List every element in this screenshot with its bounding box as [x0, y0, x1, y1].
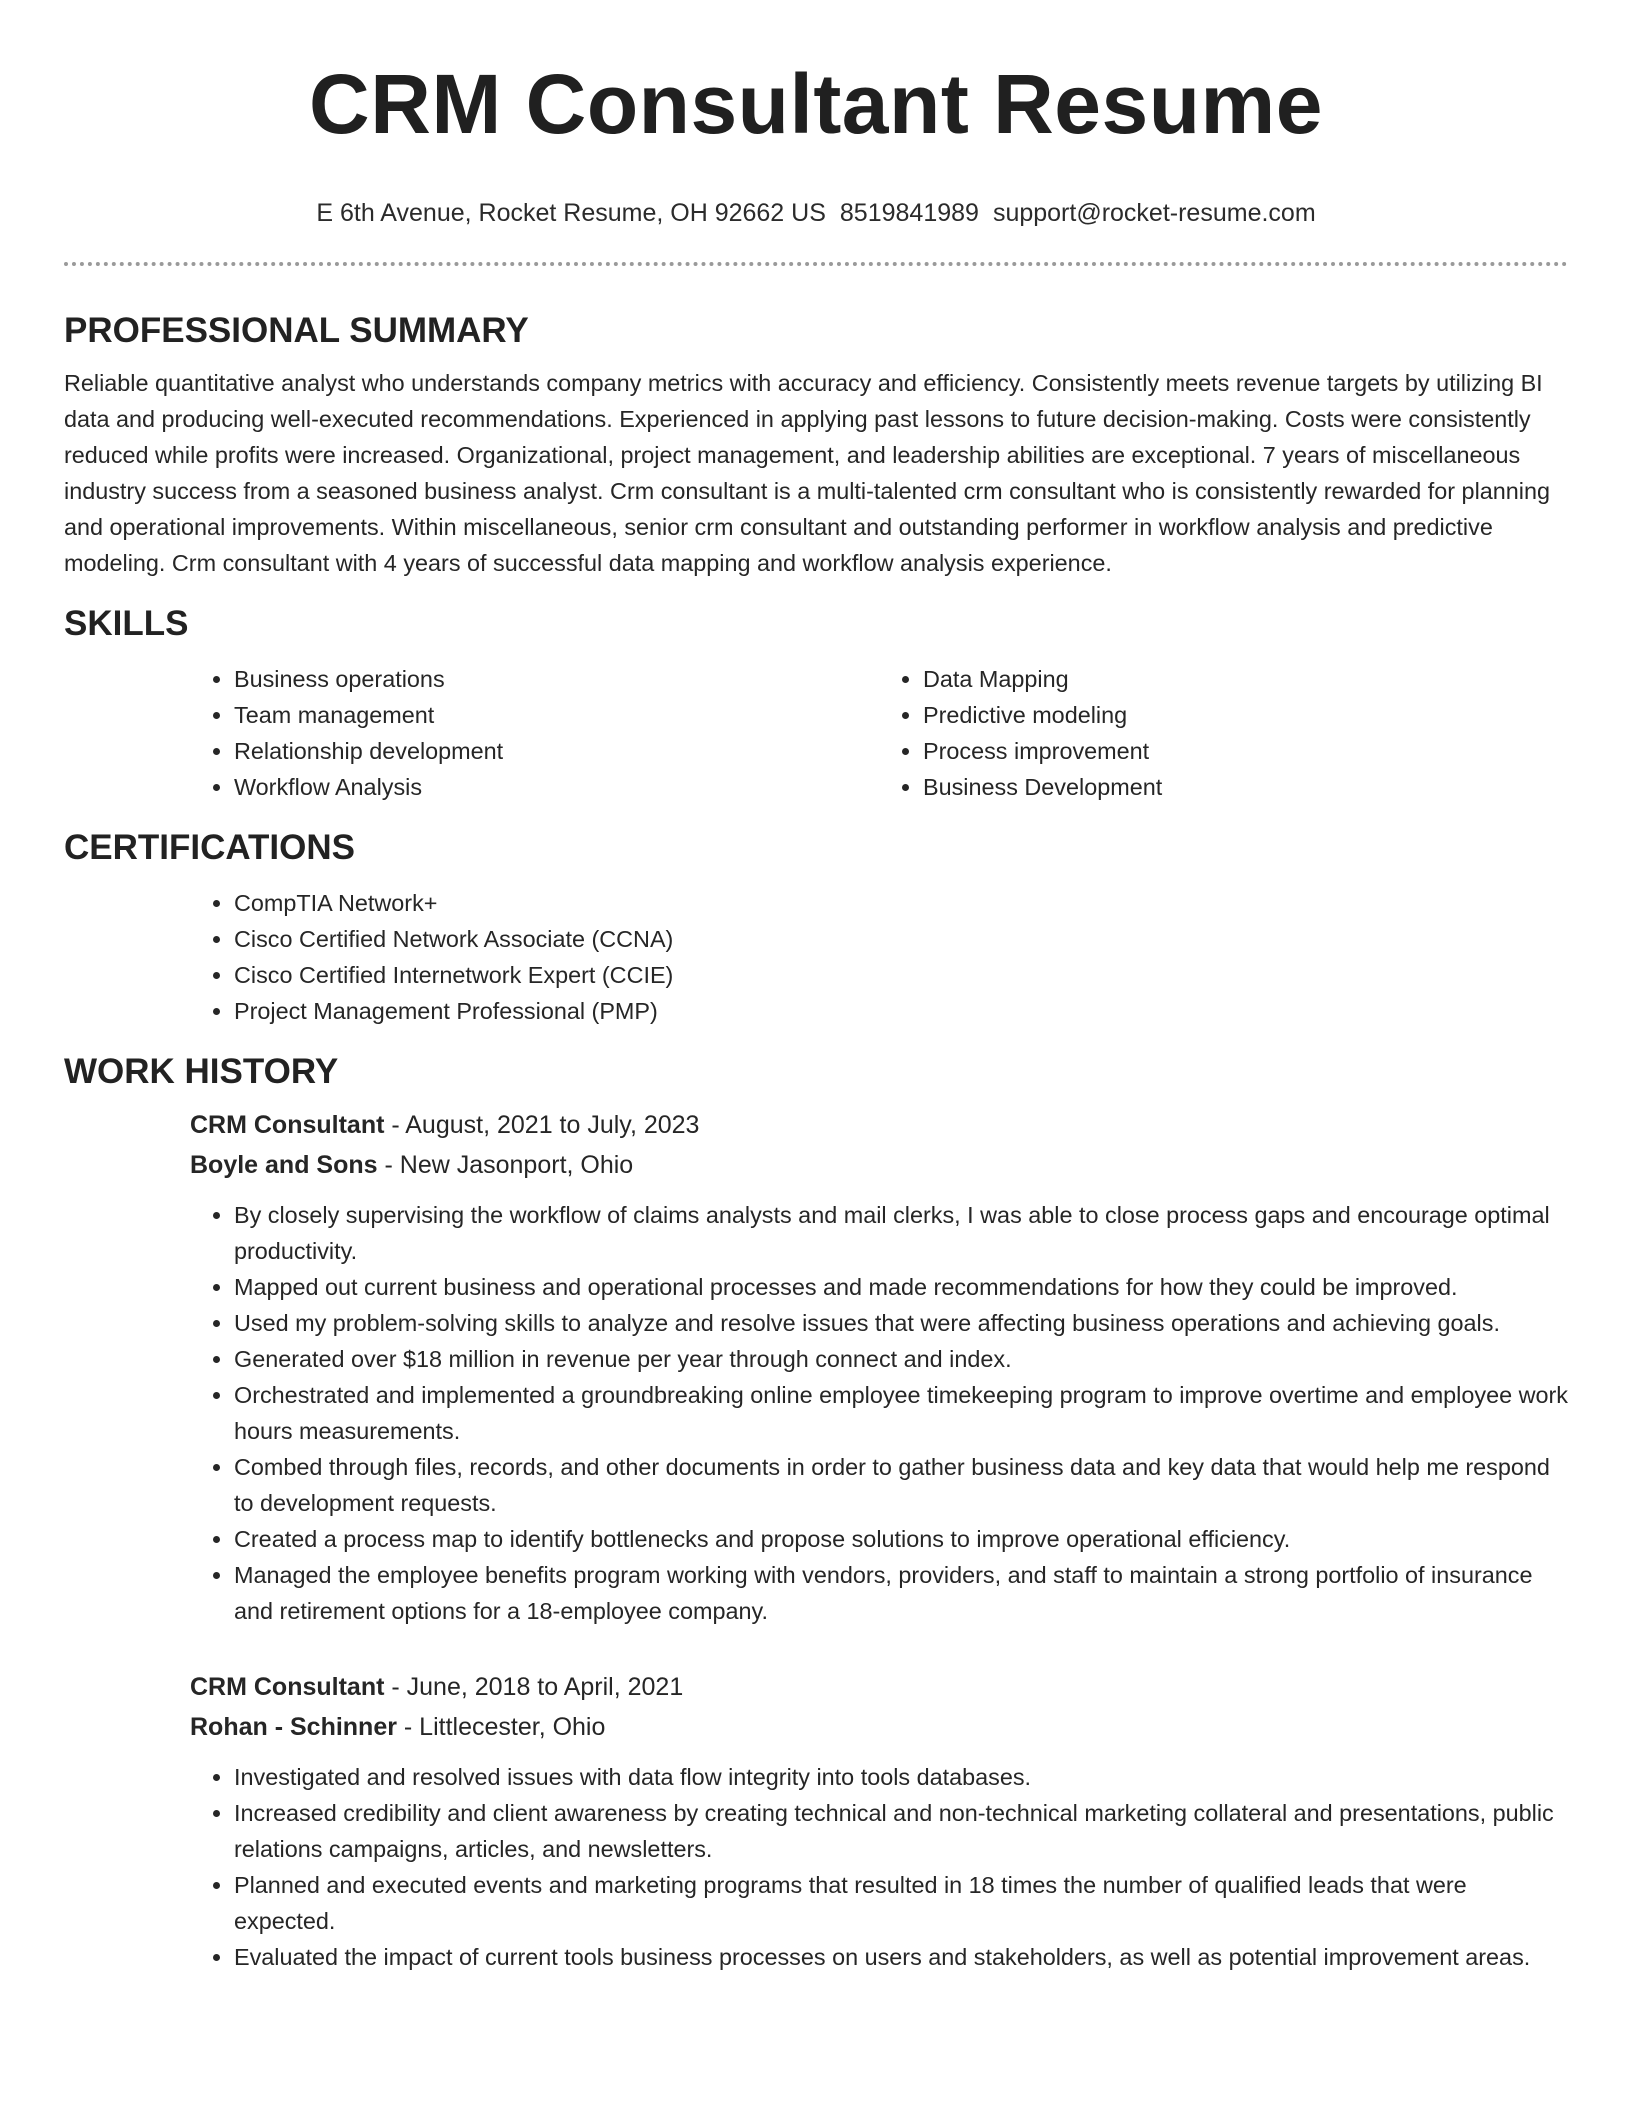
- contact-phone: 8519841989: [839, 199, 979, 227]
- work-history-heading: WORK HISTORY: [64, 1052, 339, 1091]
- job-company: Boyle and Sons: [190, 1151, 378, 1179]
- job-bullet: • Used my problem-solving skills to analyze and resolve issues that were affecting business operations and achieving goals.: [234, 1305, 1568, 1341]
- job-bullet: • Mapped out current business and operational processes and made recommendations for how they could be improved.: [234, 1269, 1568, 1305]
- job-bullets: [190, 1759, 1568, 1975]
- skills-column-left: [190, 661, 879, 805]
- job-dates: - August, 2021 to July, 2023: [384, 1111, 700, 1139]
- job-title: CRM Consultant: [190, 1111, 385, 1139]
- certifications-list: [190, 885, 1568, 1029]
- job-entry: [190, 1105, 1568, 1185]
- skill-item: • Workflow Analysis: [234, 769, 879, 805]
- certification-item: • CompTIA Network+: [234, 885, 1568, 921]
- job-location: - Littlecester, Ohio: [396, 1713, 606, 1741]
- skill-item: • Business operations: [234, 661, 879, 697]
- job-company-line: [190, 1145, 1568, 1185]
- job-dates: - June, 2018 to April, 2021: [384, 1673, 684, 1701]
- contact-email: support@rocket-resume.com: [992, 199, 1316, 227]
- header-divider: [64, 262, 1568, 266]
- job-bullet: • Evaluated the impact of current tools business processes on users and stakeholders, as well as potential improvement areas.: [234, 1939, 1568, 1975]
- job-bullet: • Orchestrated and implemented a groundbreaking online employee timekeeping program to improve overtime and employee work hours measurements.: [234, 1377, 1568, 1449]
- skills-column-right: [879, 661, 1568, 805]
- summary-heading: PROFESSIONAL SUMMARY: [64, 311, 529, 350]
- skill-item: • Relationship development: [234, 733, 879, 769]
- contact-line: [64, 198, 1568, 228]
- job-title-line: [190, 1105, 1568, 1145]
- job-company-line: [190, 1707, 1568, 1747]
- job-bullet: • Generated over $18 million in revenue per year through connect and index.: [234, 1341, 1568, 1377]
- job-bullet: • Combed through files, records, and other documents in order to gather business data and key data that would help me respond to development requests.: [234, 1449, 1568, 1521]
- job-bullet: • Investigated and resolved issues with data flow integrity into tools databases.: [234, 1759, 1568, 1795]
- job-bullet: • Managed the employee benefits program working with vendors, providers, and staff to maintain a strong portfolio of insurance and retirement options for a 18-employee company.: [234, 1557, 1568, 1629]
- job-company: Rohan - Schinner: [190, 1713, 397, 1741]
- job-entry: [190, 1667, 1568, 1747]
- job-bullet: • Increased credibility and client awareness by creating technical and non-technical marketing collateral and presentations, public relations campaigns, articles, and newsletters.: [234, 1795, 1568, 1867]
- job-title: CRM Consultant: [190, 1673, 385, 1701]
- job-bullet: • Created a process map to identify bottlenecks and propose solutions to improve operational efficiency.: [234, 1521, 1568, 1557]
- certification-item: • Cisco Certified Internetwork Expert (CCIE): [234, 957, 1568, 993]
- skill-item: • Predictive modeling: [923, 697, 1568, 733]
- job-location: - New Jasonport, Ohio: [377, 1151, 634, 1179]
- skills-list: [190, 661, 1568, 805]
- contact-address: E 6th Avenue, Rocket Resume, OH 92662 US: [316, 199, 826, 227]
- resume-title: CRM Consultant Resume: [309, 57, 1323, 151]
- certifications-heading: CERTIFICATIONS: [64, 828, 356, 867]
- job-bullet: • Planned and executed events and marketing programs that resulted in 18 times the number of qualified leads that were expected.: [234, 1867, 1568, 1939]
- skill-item: • Team management: [234, 697, 879, 733]
- skill-item: • Business Development: [923, 769, 1568, 805]
- job-bullet: • By closely supervising the workflow of claims analysts and mail clerks, I was able to close process gaps and encourage optimal productivity.: [234, 1197, 1568, 1269]
- job-bullets: [190, 1197, 1568, 1629]
- skill-item: • Process improvement: [923, 733, 1568, 769]
- job-title-line: [190, 1667, 1568, 1707]
- skill-item: • Data Mapping: [923, 661, 1568, 697]
- certification-item: • Project Management Professional (PMP): [234, 993, 1568, 1029]
- summary-text: Reliable quantitative analyst who understands company metrics with accuracy and efficiency. Consistently meets revenue targets by utilizing BI data and producing well-executed recommendations. Experienced in applying past lessons to future decision-making. Costs were consistently reduced while profits were increased. Organizational, project management, and leadership abilities are exceptional. 7 years of miscellaneous industry success from a seasoned business analyst. Crm consultant is a multi-talented crm consultant who is consistently rewarded for planning and operational improvements. Within miscellaneous, senior crm consultant and outstanding performer in workflow analysis and predictive modeling. Crm consultant with 4 years of successful data mapping and workflow analysis experience.: [64, 370, 1551, 576]
- certification-item: • Cisco Certified Network Associate (CCNA): [234, 921, 1568, 957]
- skills-heading: SKILLS: [64, 604, 189, 643]
